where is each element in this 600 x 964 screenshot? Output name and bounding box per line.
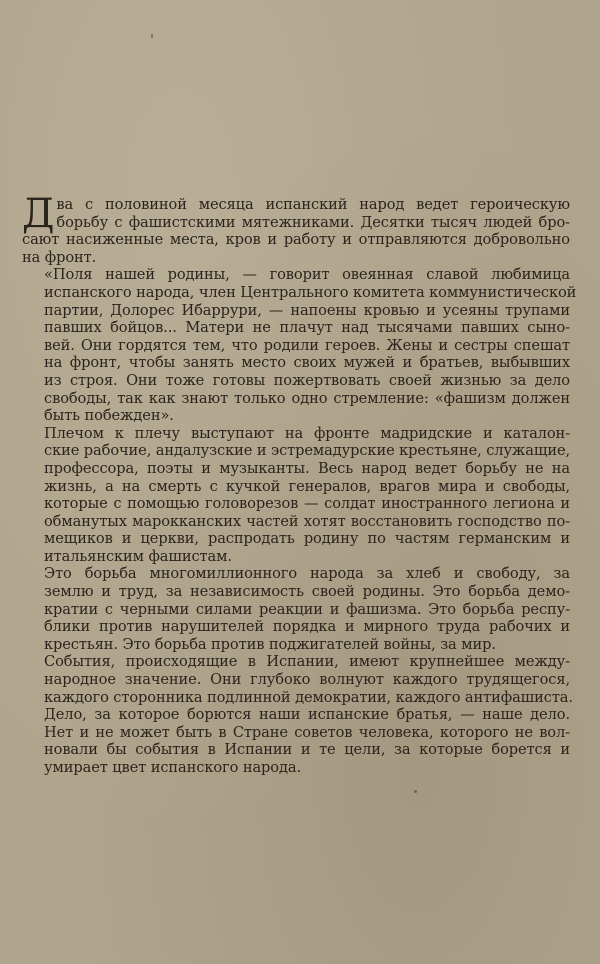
article-text [22,191,577,777]
text-line: которые с помощью головорезов — солдат иностранного легиона и [44,495,570,513]
text-line: землю и труд, за независимость своей родины. Это борьба демо- [44,583,570,601]
text-line: «Поля нашей родины, — говорит овеянная славой любимица [44,266,570,284]
text-line: итальянским фашистам. [44,547,232,565]
text-line: свободы, так как знают только одно стремление: «фашизм должен [44,389,570,407]
text-line: кратии с черными силами реакции и фашизма. Это борьба респу- [44,600,570,618]
text-line: на фронт, чтобы занять место своих мужей и братьев, выбывших [44,354,570,372]
text-line: испанского народа, член Центрального комитета коммунистической [44,283,577,301]
text-line: ва с половиной месяца испанский народ ведет героическую [56,196,570,213]
paper-speck [414,790,417,793]
text-line: борьбу с фашистскими мятежниками. Десятки тысяч людей бро- [56,213,570,231]
text-line: События, происходящие в Испании, имеют крупнейшее между- [44,653,570,671]
text-line: быть побежден». [44,407,174,425]
text-line: Плечом к плечу выступают на фронте мадридские и каталон- [44,424,570,442]
paragraph-1 [22,191,570,266]
text-line: из строя. Они тоже готовы пожертвовать своей жизнью за дело [44,371,570,389]
text-line: павших бойцов... Матери не плачут над тысячами павших сыно- [44,319,570,337]
text-line: жизнь, а на смерть с кучкой генералов, врагов мира и свободы, [44,477,570,495]
paragraph-6 [22,706,570,776]
text-line: партии, Долорес Ибаррури, — напоены кровью и усеяны трупами [44,301,570,319]
text-line: Нет и не может быть в Стране советов человека, которого не вол- [44,723,570,741]
paragraph-4 [22,565,570,653]
text-line: блики против нарушителей порядка и мирного труда рабочих и [44,618,570,636]
text-line: ские рабочие, андалузские и эстремадурские крестьяне, служащие, [44,442,571,460]
drop-cap: Д [22,191,55,237]
text-line: каждого сторонника подлинной демократии, каждого антифашиста. [44,688,573,706]
paragraph-5 [22,653,573,706]
text-line: вей. Они гордятся тем, что родили героев. Жены и сестры спешат [44,336,570,354]
paper-speck [151,34,153,38]
text-line: сают насиженные места, кров и работу и отправляются добровольно [22,231,570,249]
text-line: мещиков и церкви, распродать родину по частям германским и [44,530,570,548]
text-line: профессора, поэты и музыканты. Весь народ ведет борьбу не на [44,459,570,477]
text-line: Это борьба многомиллионного народа за хлеб и свободу, за [44,565,570,583]
text-line: обманутых марокканских частей хотят восстановить господство по- [44,512,570,530]
text-line: умирает цвет испанского народа. [44,759,301,776]
text-line: новали бы события в Испании и те цели, за которые борется и [44,741,570,759]
paragraph-3 [22,425,570,566]
text-line: народное значение. Они глубоко волнуют каждого трудящегося, [44,671,570,689]
paragraph-2 [22,266,577,425]
text-line: Дело, за которое борются наши испанские братья, — наше дело. [44,706,570,724]
text-line: крестьян. Это борьба против поджигателей войны, за мир. [44,635,496,653]
text-line: на фронт. [22,248,97,266]
